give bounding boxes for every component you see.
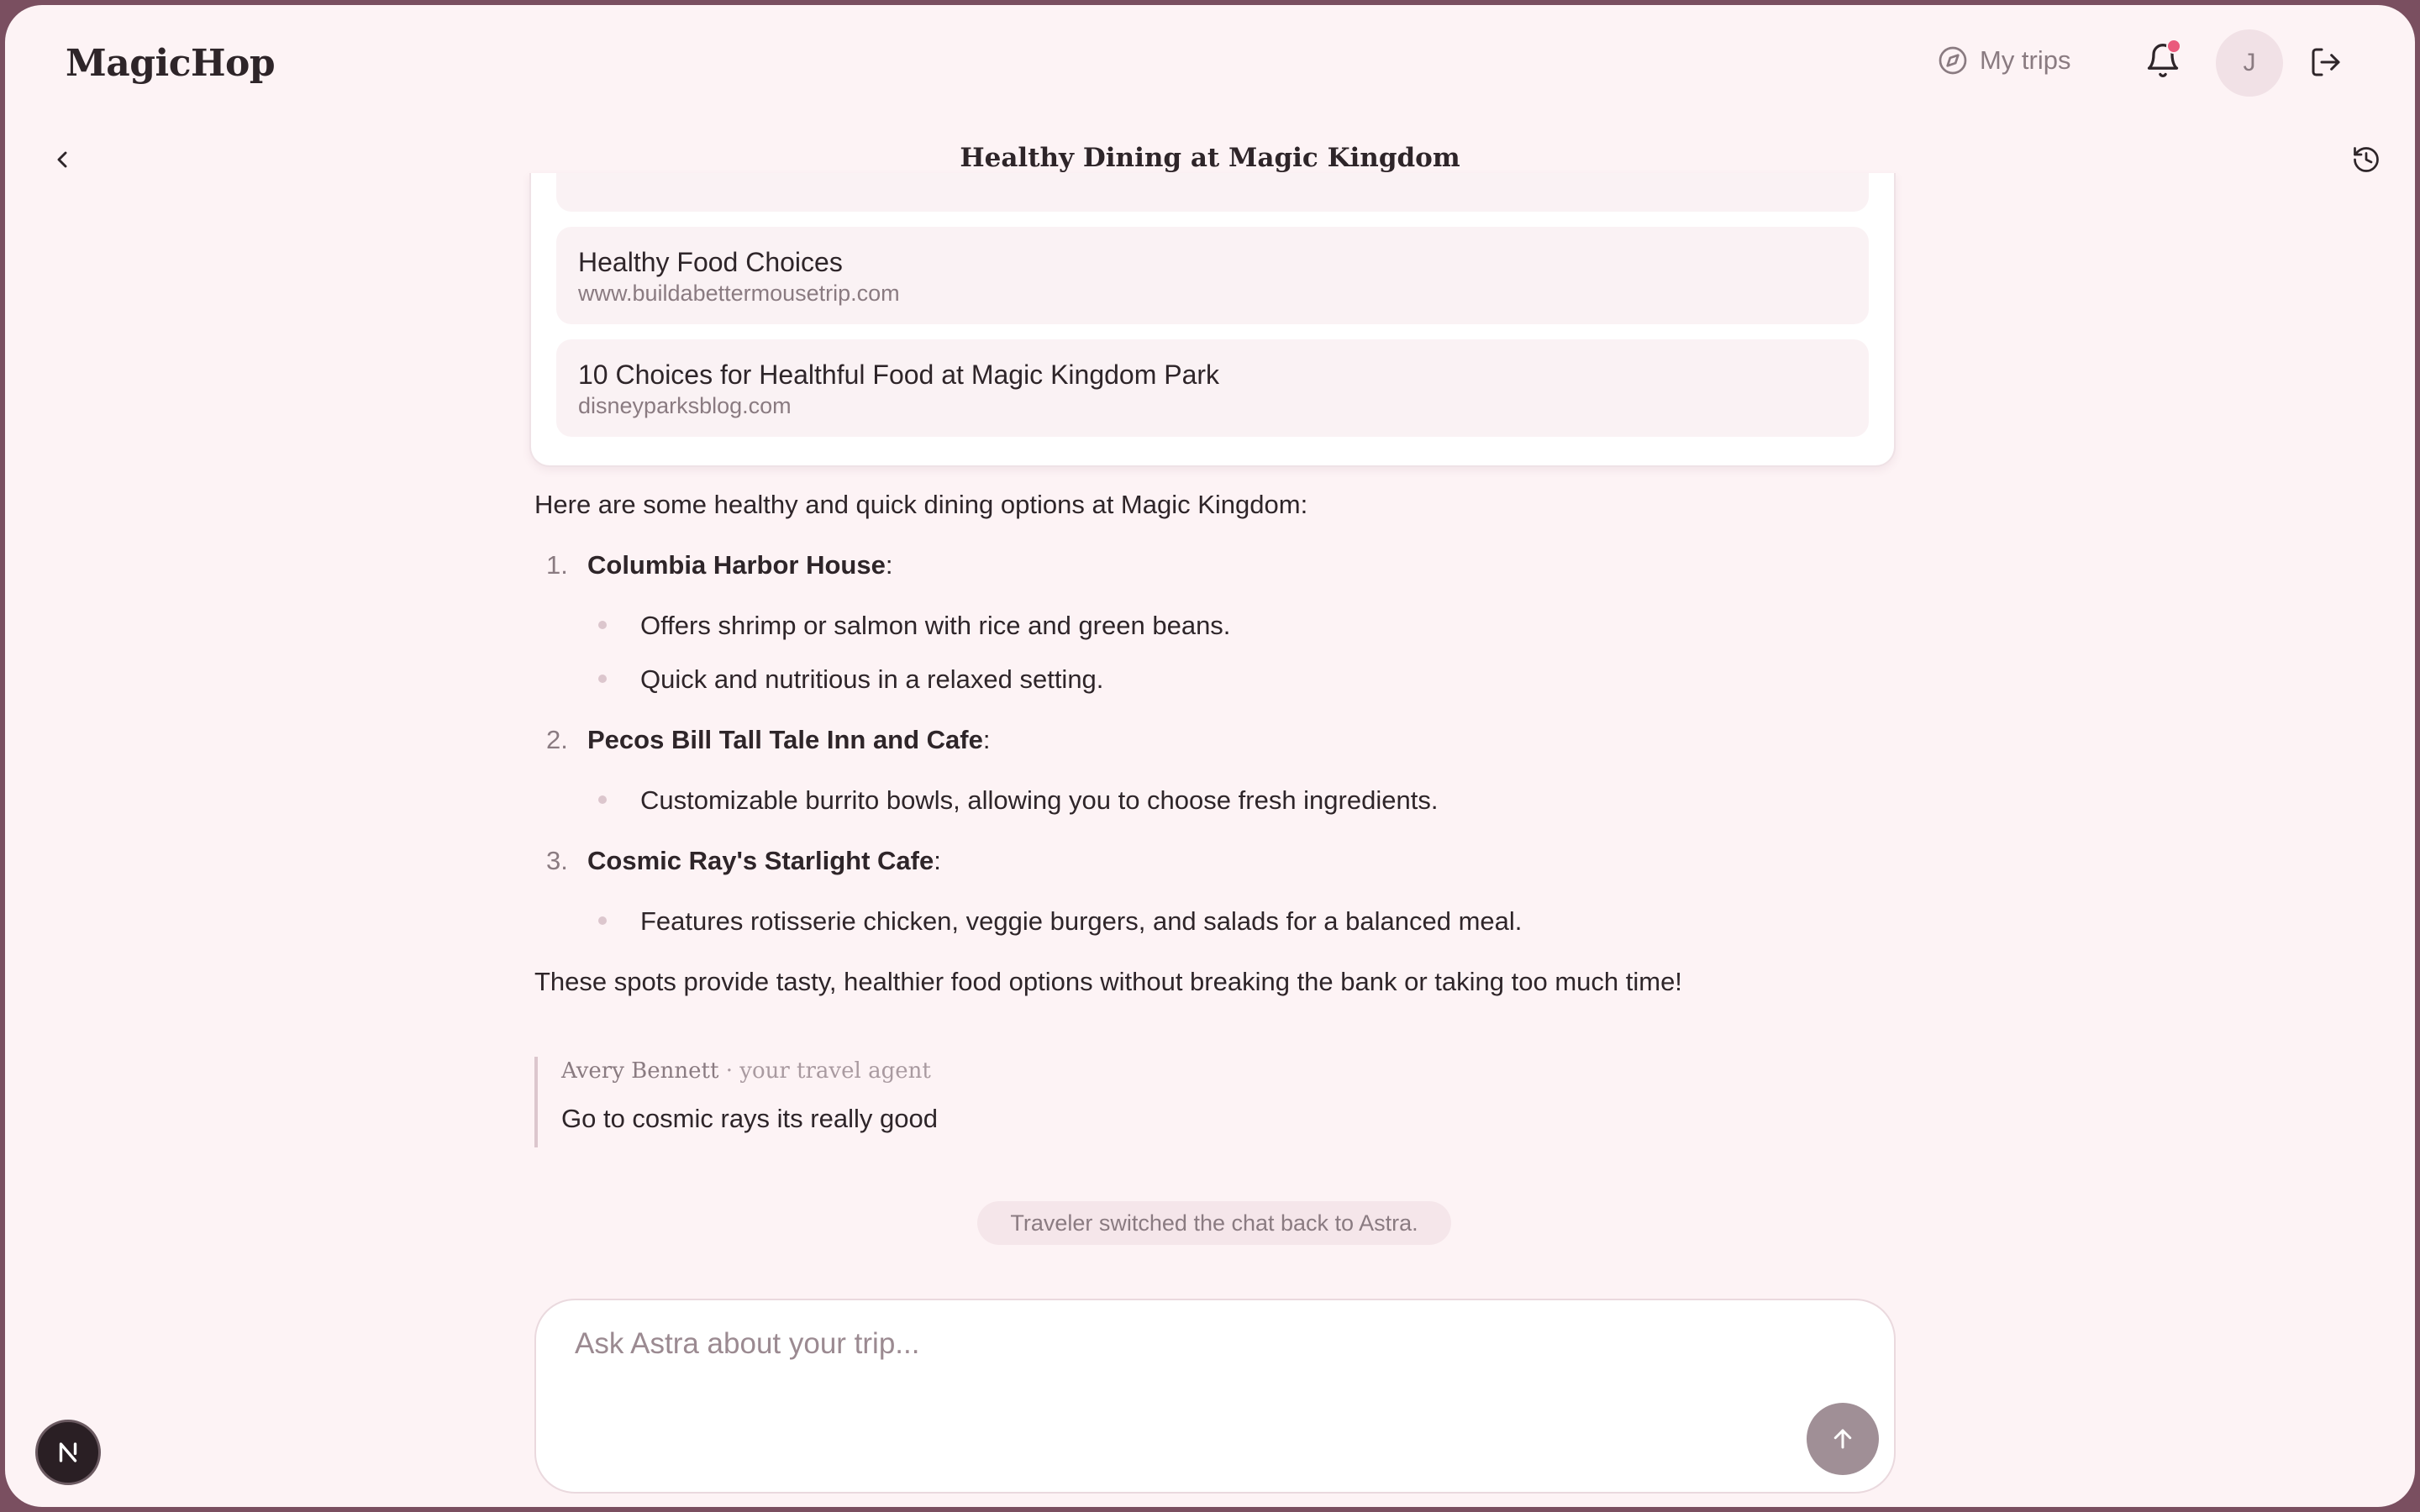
source-item[interactable] [556, 227, 1869, 324]
agent-role: your travel agent [739, 1058, 931, 1084]
chat-composer [534, 1299, 1896, 1494]
system-notice: Traveler switched the chat back to Astra. [977, 1201, 1451, 1245]
my-trips-label: My trips [1980, 45, 2071, 75]
list-number: 2. [546, 725, 568, 754]
list-item-title [587, 846, 941, 876]
notifications-button[interactable] [2144, 42, 2181, 79]
sources-card [529, 173, 1896, 467]
restaurant-name: Cosmic Ray's Starlight Cafe [587, 846, 934, 875]
brand-logo[interactable]: MagicHop [66, 42, 276, 85]
chat-input[interactable] [575, 1327, 1785, 1428]
user-avatar[interactable]: J [2216, 29, 2283, 97]
source-url: disneyparksblog.com [578, 393, 792, 418]
source-title: 10 Choices for Healthful Food at Magic Kingdom Park [578, 360, 1220, 390]
restaurant-name: Columbia Harbor House [587, 550, 886, 580]
notification-dot [2166, 39, 2181, 54]
colon: : [885, 550, 893, 580]
list-number: 1. [546, 550, 568, 580]
send-button[interactable] [1807, 1403, 1879, 1475]
message-outro: These spots provide tasty, healthier food options without breaking the bank or taking too much time! [534, 967, 1682, 996]
logout-button[interactable] [2309, 45, 2343, 79]
message-intro: Here are some healthy and quick dining options at Magic Kingdom: [534, 490, 1308, 519]
agent-attribution [561, 1058, 1375, 1084]
source-item[interactable] [556, 339, 1869, 437]
history-icon [2351, 144, 2381, 175]
compass-icon [1938, 45, 1968, 76]
bullet-dot [598, 916, 607, 925]
nextjs-badge[interactable] [35, 1420, 101, 1485]
source-url: www.buildabettermousetrip.com [578, 281, 900, 306]
agent-message: Go to cosmic rays its really good [561, 1104, 938, 1133]
page-title: Healthy Dining at Magic Kingdom [960, 143, 1460, 173]
source-item-partial[interactable] [556, 173, 1869, 212]
bullet-text: Offers shrimp or salmon with rice and green beans. [640, 611, 1231, 640]
bullet-dot [598, 621, 607, 629]
attribution-separator: · [718, 1058, 740, 1084]
agent-note [534, 1057, 1375, 1147]
bullet-text: Quick and nutritious in a relaxed setting. [640, 664, 1104, 694]
colon: : [934, 846, 941, 875]
logout-icon [2309, 45, 2343, 79]
bullet-dot [598, 795, 607, 804]
list-item-title [587, 550, 892, 580]
history-button[interactable] [2351, 144, 2381, 175]
source-title: Healthy Food Choices [578, 247, 843, 277]
my-trips-link[interactable] [1938, 40, 2071, 81]
restaurant-name: Pecos Bill Tall Tale Inn and Cafe [587, 725, 983, 754]
arrow-up-icon [1830, 1426, 1855, 1452]
colon: : [982, 725, 991, 754]
bullet-dot [598, 675, 607, 683]
bullet-text: Customizable burrito bowls, allowing you to choose fresh ingredients. [640, 785, 1439, 815]
agent-name: Avery Bennett [561, 1058, 719, 1084]
app-window [5, 5, 2415, 1507]
list-number: 3. [546, 846, 568, 875]
bullet-text: Features rotisserie chicken, veggie burgers, and salads for a balanced meal. [640, 906, 1523, 936]
list-item-title [587, 725, 990, 755]
nextjs-logo-icon [54, 1438, 82, 1467]
